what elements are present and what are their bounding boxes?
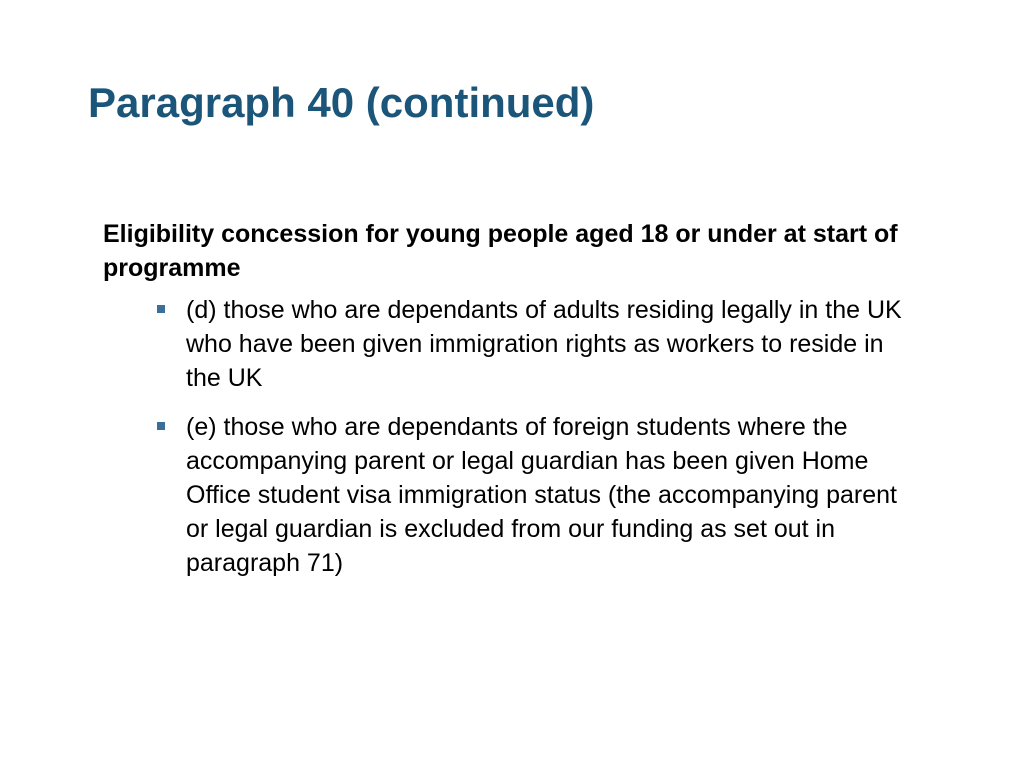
square-bullet-icon: [157, 305, 165, 313]
section-heading: Eligibility concession for young people aged 18 or under at start of programme: [103, 220, 898, 282]
list-item: [103, 410, 906, 580]
bullet-text: (d) those who are dependants of adults residing legally in the UK who have been given immigration rights as workers to reside in the UK: [186, 296, 902, 392]
bullet-list: [103, 293, 923, 580]
slide-content: [103, 217, 923, 595]
page-title: Paragraph 40 (continued): [88, 79, 595, 126]
bullet-text: (e) those who are dependants of foreign students where the accompanying parent or legal guardian has been given Home Office student visa immigration status (the accompanying parent or legal guardian is excluded from our funding as set out in paragraph 71): [186, 413, 897, 577]
list-item: [103, 293, 906, 395]
square-bullet-icon: [157, 422, 165, 430]
